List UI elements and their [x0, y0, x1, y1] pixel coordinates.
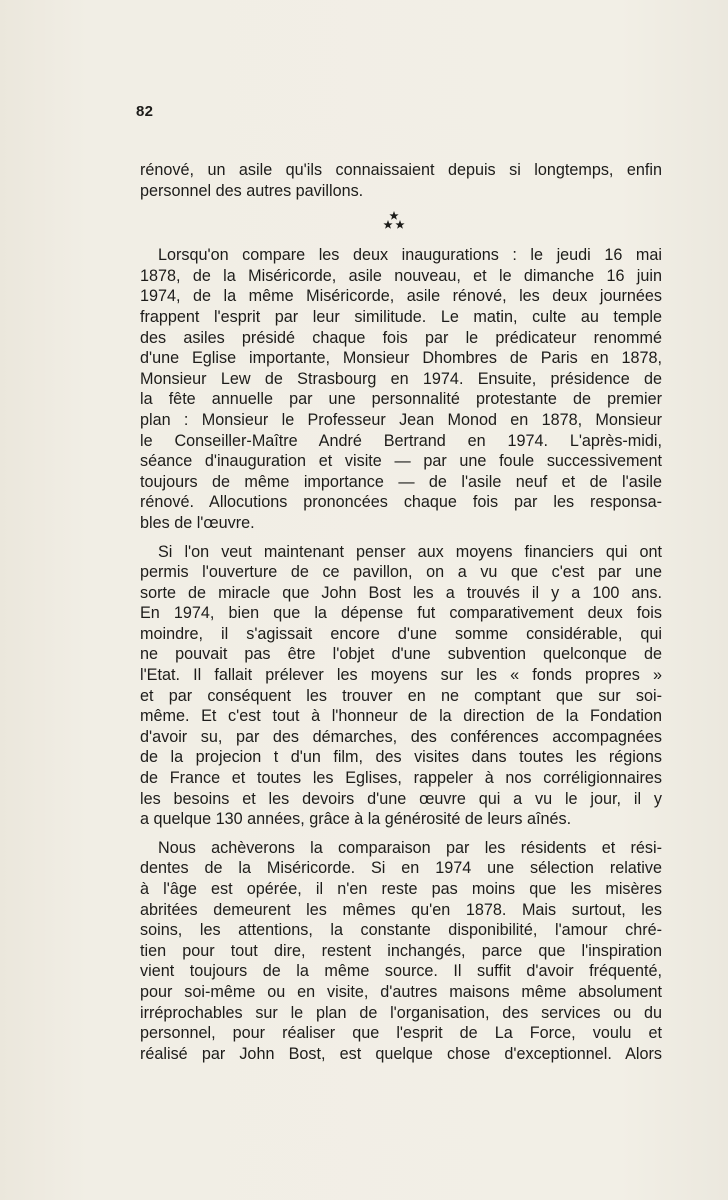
text-line: même. Et c'est tout à l'honneur de la direction de la Fondation — [140, 707, 662, 726]
body-text — [140, 160, 662, 1064]
text-line: abritées demeurent les mêmes qu'en 1878. Mais surtout, les — [140, 900, 662, 919]
text-line: réalisé par John Bost, est quelque chose d'exceptionnel. Alors — [140, 1044, 662, 1063]
text-line: ne pouvait pas être l'objet d'une subvention quelconque de — [140, 645, 662, 664]
text-line: sorte de miracle que John Bost les a trouvés il y a 100 ans. — [140, 583, 662, 602]
text-line: l'Etat. Il fallait prélever les moyens sur les « fonds propres » — [140, 666, 662, 685]
text-line: la fête annuelle par une personnalité protestante de premier — [140, 390, 662, 409]
text-line: de France et toutes les Eglises, rappeler à nos corréligionnaires — [140, 769, 662, 788]
text-line: d'avoir su, par des démarches, des conférences accompagnées — [140, 727, 662, 746]
text-line: 1878, de la Miséricorde, asile nouveau, et le dimanche 16 juin — [140, 266, 662, 285]
text-line: Monsieur Lew de Strasbourg en 1974. Ensuite, présidence de — [140, 369, 662, 388]
text-line: d'une Eglise importante, Monsieur Dhombres de Paris en 1878, — [140, 349, 662, 368]
paragraph-3 — [140, 542, 662, 830]
text-line: de la projecion t d'un film, des visites dans toutes les régions — [140, 748, 662, 767]
text-line: Nous achèverons la comparaison par les résidents et rési- — [158, 838, 662, 857]
text-line: soins, les attentions, la constante disponibilité, l'amour chré- — [140, 921, 662, 940]
text-line: pour soi-même ou en visite, d'autres maisons même absolument — [140, 982, 662, 1001]
page-number: 82 — [136, 103, 154, 120]
text-line: bles de l'œuvre. — [140, 513, 255, 532]
text-line: En 1974, bien que la dépense fut comparativement deux fois — [140, 604, 662, 623]
text-line: personnel des autres pavillons. — [140, 181, 364, 200]
text-line: dentes de la Miséricorde. Si en 1974 une sélection relative — [140, 859, 662, 878]
text-line: permis l'ouverture de ce pavillon, on a vu que c'est par une — [140, 563, 662, 582]
text-line: tien pour tout dire, restent inchangés, parce que l'inspiration — [140, 941, 662, 960]
text-line: le Conseiller-Maître André Bertrand en 1974. L'après-midi, — [140, 431, 662, 450]
text-line: rénové. Allocutions prononcées chaque fois par les responsa- — [140, 493, 662, 512]
text-line: à l'âge est opérée, il n'en reste pas moins que les misères — [140, 880, 662, 898]
text-line: personnel, pour réaliser que l'esprit de La Force, voulu et — [140, 1024, 662, 1043]
text-line: vient toujours de la même source. Il suffit d'avoir fréquenté, — [140, 962, 662, 981]
paragraph-4 — [140, 838, 662, 1065]
paragraph-2 — [140, 245, 662, 533]
text-line: 1974, de la même Miséricorde, asile rénové, les deux journées — [140, 287, 662, 306]
paragraph-1 — [140, 160, 662, 201]
text-line: les besoins et les devoirs d'une œuvre qui a vu le jour, il y — [140, 789, 662, 808]
text-line: et par conséquent les trouver en ne comptant que sur soi- — [140, 686, 662, 705]
text-line: Si l'on veut maintenant penser aux moyens financiers qui ont — [158, 542, 662, 561]
text-line: séance d'inauguration et visite — par une foule successivement — [140, 452, 662, 471]
text-line: plan : Monsieur le Professeur Jean Monod en 1878, Monsieur — [140, 410, 662, 429]
asterism-icon — [383, 211, 405, 231]
text-line: des asiles présidé chaque fois par le prédicateur renommé — [140, 328, 662, 347]
text-line: a quelque 130 années, grâce à la générosité de leurs aînés. — [140, 810, 572, 829]
text-line: Lorsqu'on compare les deux inaugurations : le jeudi 16 mai — [158, 246, 662, 265]
text-line: toujours de même importance — de l'asile neuf et de l'asile — [140, 472, 662, 491]
text-line: frappent l'esprit par leur similitude. Le matin, culte au temple — [140, 307, 662, 326]
text-line: moindre, il s'agissait encore d'une somme considérable, qui — [140, 624, 662, 643]
text-line: irréprochables sur le plan de l'organisation, des services ou du — [140, 1003, 662, 1022]
section-break-asterism — [140, 201, 662, 245]
text-line: rénové, un asile qu'ils connaissaient depuis si longtemps, enfin — [140, 161, 662, 179]
